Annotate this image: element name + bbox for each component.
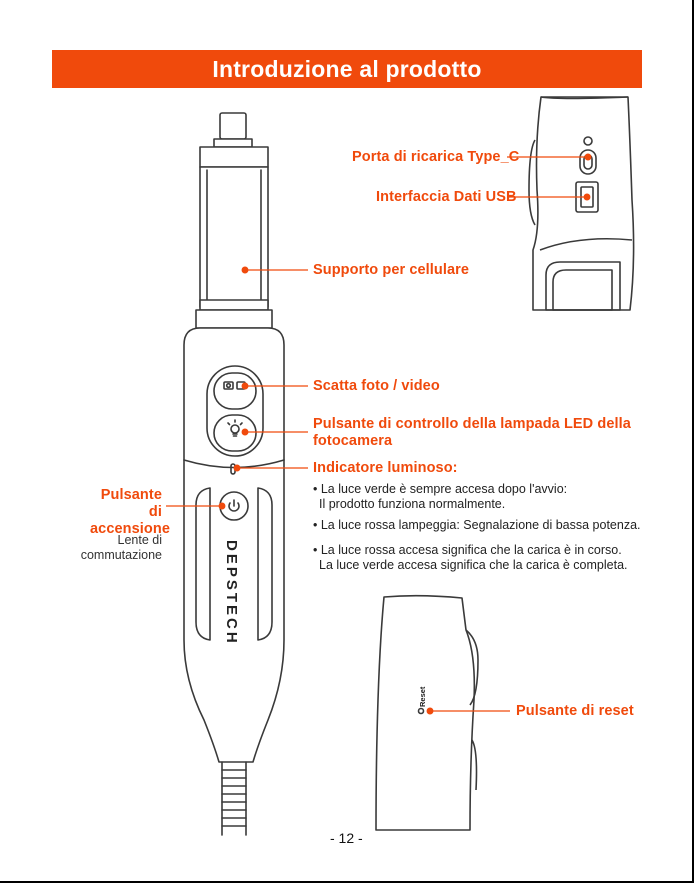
bullet-line: • La luce rossa accesa significa che la carica è in corso. [313,543,622,557]
phone-holder-clamp [196,113,272,328]
label-lens-line2: commutazione [80,548,162,562]
page-number: - 12 - [330,830,363,846]
label-lens-line1: Lente di [117,533,162,547]
bullet-line: • La luce verde è sempre accesa dopo l'avvio: [313,482,568,496]
reset-detail-view [376,596,478,830]
label-lens-switch [78,533,162,563]
bullet-line: • La luce rossa lampeggia: Segnalazione di bassa potenza. [313,518,641,532]
label-led-control-line2: fotocamera [313,433,393,449]
label-led-control [313,416,631,450]
label-usb-data: Interfaccia Dati USB [376,189,517,205]
reset-print: Reset [418,686,427,707]
label-power-line1: Pulsante di [100,487,162,520]
label-type-c-port: Porta di ricarica Type_C [352,149,520,165]
bullet-item [313,518,641,533]
bullet-item [313,482,567,512]
page-title-banner: Introduzione al prodotto [52,50,642,88]
label-indicator: Indicatore luminoso: [313,460,458,476]
label-phone-holder: Supporto per cellulare [313,262,470,278]
port-detail-view [529,97,634,310]
label-power-button [90,487,170,538]
label-led-control-line1: Pulsante di controllo della lampada LED della [313,416,631,432]
brand-logo: DEPSTECH [223,540,240,646]
label-photo-video: Scatta foto / video [313,378,440,394]
bullet-line: Il prodotto funziona normalmente. [319,497,506,511]
label-reset-button: Pulsante di reset [516,703,634,719]
bullet-item [313,543,628,573]
label-power-line2: accensione [90,521,170,537]
bullet-line: La luce verde accesa significa che la carica è completa. [319,558,628,572]
